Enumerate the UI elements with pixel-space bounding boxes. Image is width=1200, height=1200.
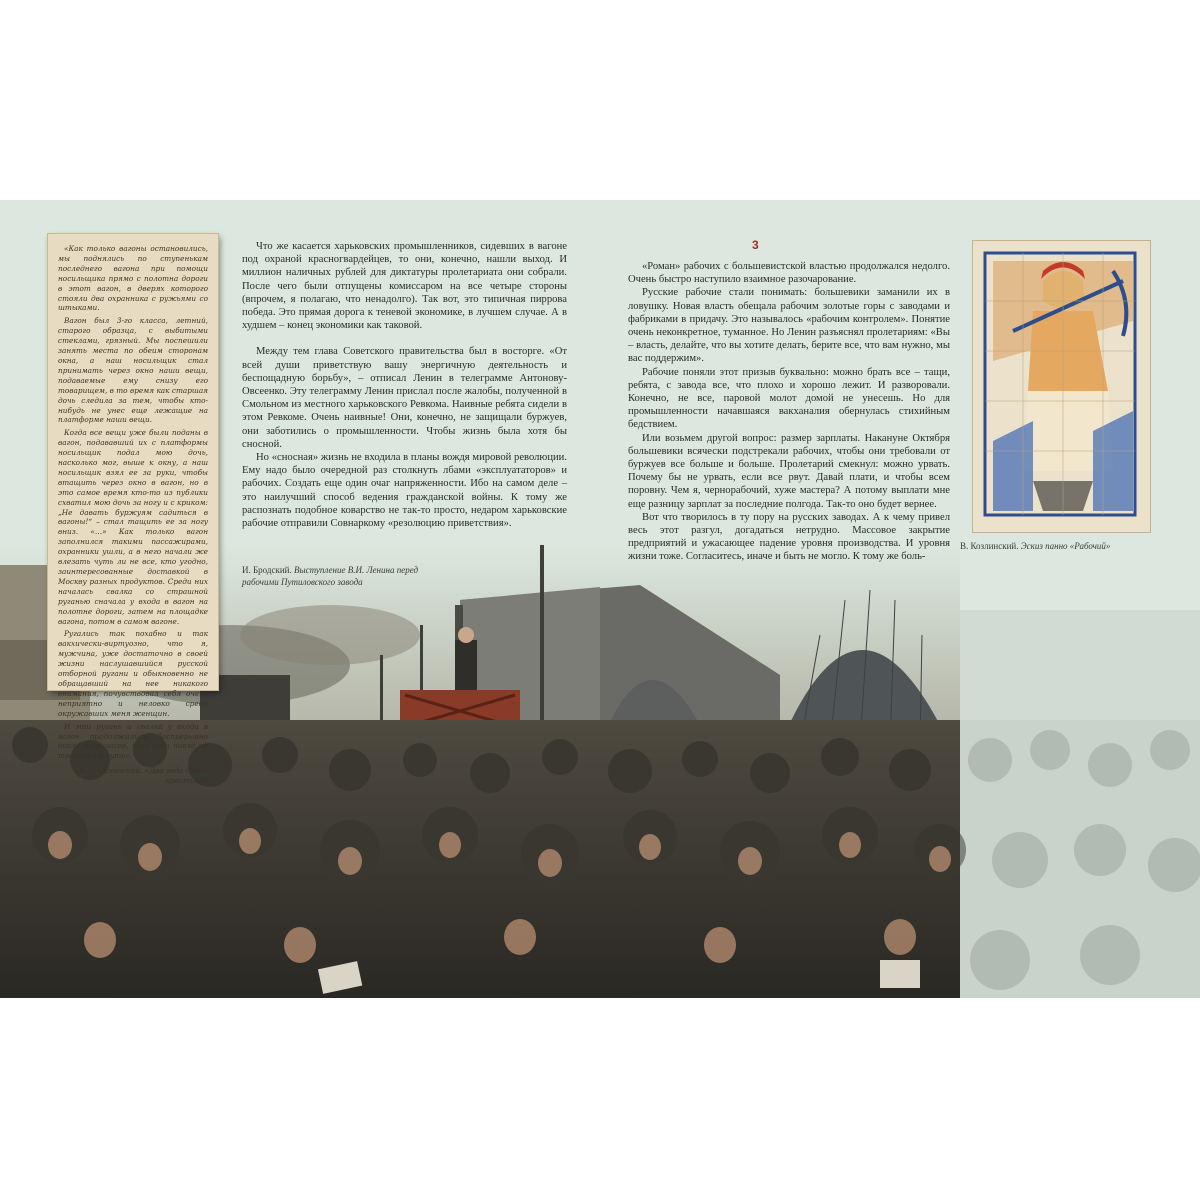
sidebar-paragraph: Ругались так похабно и так вакхически-виртуозно, что я, мужчина, уже достаточно в своей жизни наслушавшийся русской отборной ругани и обыкновенно не обращавший на нее никакого внимания, почувствовал себя очень неприятно и неловко среди окружавших меня женщин. bbox=[58, 629, 208, 718]
body-paragraph: Рабочие поняли этот призыв буквально: можно брать все – тащи, ребята, с завода все, что плохо и хорошо лежит. И разворовали. Конечно, не все, паровой молот домой не унесешь. Но для промышленности начавшаяся вакханалия обернулась стихийным бедствием. bbox=[628, 366, 950, 431]
brodsky-caption bbox=[242, 564, 442, 588]
left-text-column bbox=[242, 240, 567, 530]
body-paragraph: Вот что творилось в ту пору на русских заводах. А к чему привел весь этот разгул, догадаться нетрудно. Массовое закрытие предприятий и ужасающее падение уровня производства. И уровня жизни тоже. Согласитесь, иначе и быть не могло. К тому же боль- bbox=[628, 511, 950, 563]
caption-author: В. Козлинский. bbox=[960, 541, 1019, 551]
right-text-column bbox=[628, 260, 950, 564]
kozlinsky-caption bbox=[960, 540, 1200, 552]
body-paragraph: Между тем глава Советского правительства был в восторге. «От всей души приветствую вашу энергичную деятельность и беспощадную борьбу», – отписал Ленин в телеграмме Антонову-Овсеенко. Эту телеграмму Ленин прислал после жалобы, полученной в Смольном из местного харьковского Ревкома. Наивные ребята сидели в этом Ревкоме. Очень наивные! Они, конечно, не защищали буржуев, они заботились о промышленности. Чтобы жизнь была хотя бы сносной. bbox=[242, 346, 567, 450]
body-paragraph: Или возьмем другой вопрос: размер зарплаты. Накануне Октября большевики всячески подстрекали рабочих, чтобы они требовали от буржуев все больше и больше. Пролетарий смекнул: можно урвать. Почему бы не урвать, если все рвут. Давай плати, и чтобы всем поровну. Чем я, чернорабочий, хуже мастера? А потому выплати мне еще разницу зарплат за последние полгода. Так-то оно будет вернее. bbox=[628, 432, 950, 510]
body-paragraph: «Роман» рабочих с большевистской властью продолжался недолго. Очень быстро наступило взаимное разочарование. bbox=[628, 261, 950, 286]
faded-painting-continuation bbox=[960, 610, 1200, 998]
caption-author: И. Бродский. bbox=[242, 565, 292, 575]
caption-work: Эскиз панно «Рабочий» bbox=[1020, 541, 1111, 551]
kozlinsky-sketch bbox=[973, 241, 1150, 532]
book-spread bbox=[0, 200, 1200, 998]
sidebar-paragraph: И эти ругань и свалка у входа в вагон продолжались беспрерывно около двух часов, пока наш поезд не тронулся в путь». bbox=[58, 721, 208, 761]
chapter-number: 3 bbox=[752, 238, 759, 252]
sidebar-signature bbox=[58, 766, 208, 786]
signature-author: А.Л. Окнинский. bbox=[79, 766, 143, 776]
body-paragraph: Что же касается харьковских промышленников, сидевших в вагоне под охраной красногвардейцев, то они, конечно, нашли выход. И миллион наличных рублей для диктатуры пролетариата они собрали. После чего были отпущены комиссаром на все четыре стороны (впрочем, я полагаю, что ненадолго). Так вот, это типичная пиррова победа. Это прямая дорога к теневой экономике, в лучшем случае. А в худшем – конец экономики как таковой. bbox=[242, 241, 567, 332]
body-paragraph: Русские рабочие стали понимать: большевики заманили их в ловушку. Новая власть обещала рабочим золотые горы с заводами и фабриками в придачу. Это называлось «рабочим контролем». Понятие очень неконкретное, туманное. Но Ленин разъяснял пролетариям: «Вы – власть, делайте, что вы хотите делать, берите все, что вам нужно, мы вас поддержим». bbox=[628, 287, 950, 365]
worker-sketch-illustration bbox=[973, 241, 1150, 532]
caption-work: Выступление В.И. Ленина перед рабочими Путиловского завода bbox=[242, 565, 419, 587]
signature-work: «Два года среди крестьян» bbox=[144, 766, 208, 786]
faded-crowd-illustration bbox=[960, 610, 1200, 998]
quote-sidebar bbox=[48, 234, 218, 786]
sidebar-paragraph: «Как только вагоны остановились, мы поднялись по ступенькам последнего вагона при помощи носильщика прямо с полотна дороги в этот вагон, в дверях которого стояли два охранника с ружьями со штыками. bbox=[58, 244, 208, 313]
body-paragraph: Но «сносная» жизнь не входила в планы вождя мировой революции. Ему надо было очередной раз столкнуть лбами «эксплуататоров» и рабочих. Создать еще один очаг напряженности. Ибо на самом деле – это наилучший способ ведения гражданской войны. К тому же распознать подобное коварство не так-то просто, недаром харьковские рабочие отправили Совнаркому «резолюцию приветствия». bbox=[242, 452, 567, 530]
sidebar-paragraph: Вагон был 3-го класса, летний, старого образца, с выбитыми стеклами, грязный. Мы поспешили занять места по обеим сторонам окна, а наш носильщик стал принимать через окно наши вещи, подаваемые ему снизу его товарищем, в то время как старшая дочь следила за тем, чтобы кто-нибудь не унес еще лежащие на платформе наши вещи. bbox=[58, 316, 208, 425]
sidebar-paragraph: Когда все вещи уже были поданы в вагон, подававший их с платформы носильщик подал мою дочь, насколько мог, выше к окну, а наш носильщик взял ее за руки, чтобы втащить через окно в вагон, но в это самое время кто-то из публики схватил мою дочь за ногу и с криком: „Не давать буржуям садиться в вагоны!“ – стал тащить ее за ногу вниз. «…» Как только вагон заполнился такими пассажирами, охранники ушли, а в него начали же влезать чуть ли не все, кто угодно, заинтересованные доставкой в Москву разных продуктов. Среди них началась свалка со страшной руганью сначала у входа в вагон на полотне дороги, затем на площадке вагона, потом в самом вагоне. bbox=[58, 428, 208, 626]
